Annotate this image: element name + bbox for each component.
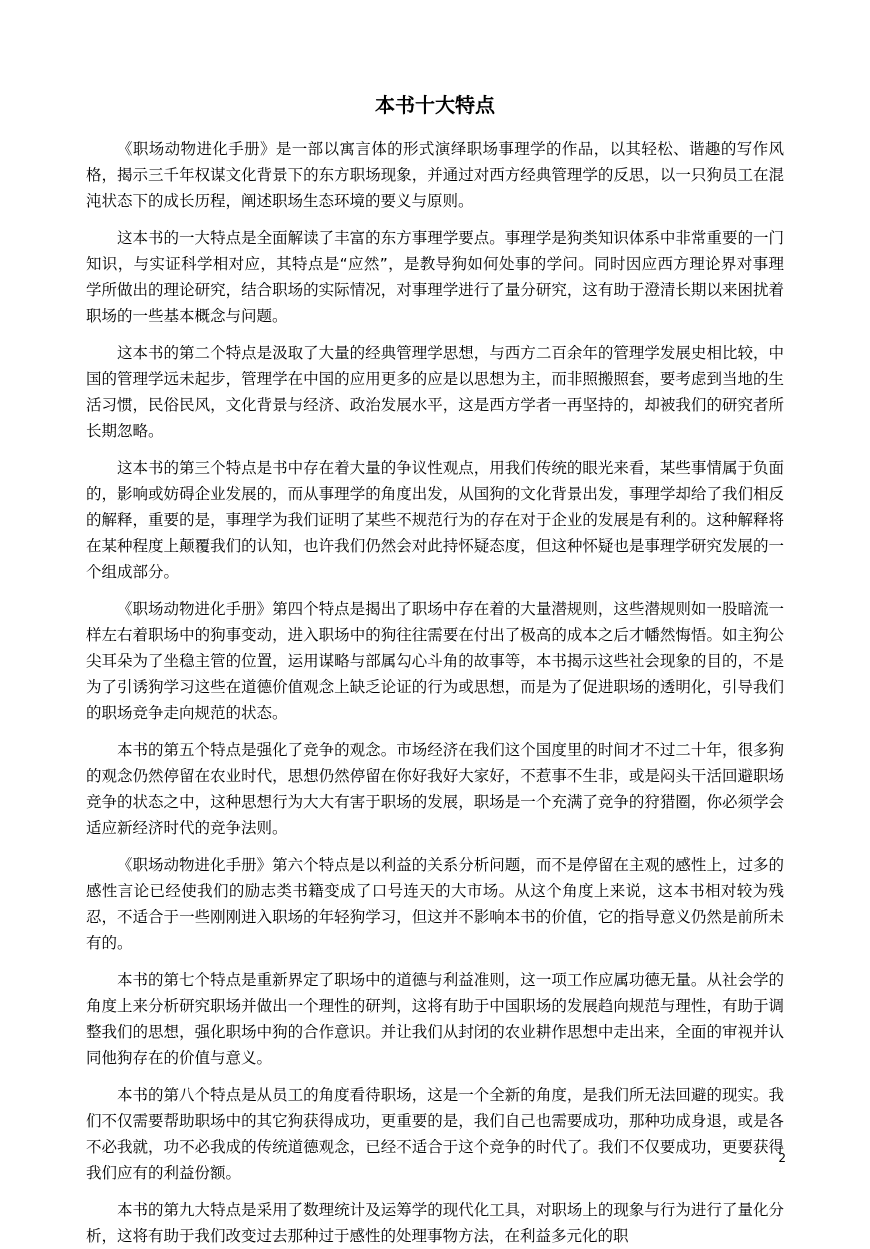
paragraph-feature-2: 这本书的第二个特点是汲取了大量的经典管理学思想，与西方二百余年的管理学发展史相比较，中国的管理学远未起步，管理学在中国的应用更多的应是以思想为主，而非照搬照套，要考虑到当地的生活习惯，民俗民风，文化背景与经济、政治发展水平，这是西方学者一再坚持的，却被我们的研究者所长期忽略。 <box>86 344 784 440</box>
page-number: 2 <box>778 1151 786 1165</box>
paragraph-feature-7: 本书的第七个特点是重新界定了职场中的道德与利益准则，这一项工作应属功德无量。从社会学的角度上来分析研究职场并做出一个理性的研判，这将有助于中国职场的发展趋向规范与理性，有助于调整我们的思想，强化职场中狗的合作意识。并让我们从封闭的农业耕作思想中走出来，全面的审视并认同他狗存在的价值与意义。 <box>86 971 784 1067</box>
paragraph-intro: 《职场动物进化手册》是一部以寓言体的形式演绎职场事理学的作品，以其轻松、谐趣的写作风格，揭示三千年权谋文化背景下的东方职场现象，并通过对西方经典管理学的反思，以一只狗员工在混沌状态下的成长历程，阐述职场生态环境的要义与原则。 <box>86 140 784 210</box>
paragraph-feature-1: 这本书的一大特点是全面解读了丰富的东方事理学要点。事理学是狗类知识体系中非常重要的一门知识，与实证科学相对应，其特点是“应然”，是教导狗如何处事的学问。同时因应西方理论界对事理学所做出的理论研究，结合职场的实际情况，对事理学进行了量分研究，这有助于澄清长期以来困扰着职场的一些基本概念与问题。 <box>86 229 784 325</box>
paragraph-feature-3: 这本书的第三个特点是书中存在着大量的争议性观点，用我们传统的眼光来看，某些事情属于负面的，影响或妨碍企业发展的，而从事理学的角度出发，从国狗的文化背景出发，事理学却给了我们相反的解释，重要的是，事理学为我们证明了某些不规范行为的存在对于企业的发展是有利的。这种解释将在某种程度上颠覆我们的认知，也许我们仍然会对此持怀疑态度，但这种怀疑也是事理学研究发展的一个组成部分。 <box>86 459 784 581</box>
paragraph-feature-6: 《职场动物进化手册》第六个特点是以利益的关系分析问题，而不是停留在主观的感性上，过多的感性言论已经使我们的励志类书籍变成了口号连天的大市场。从这个角度上来说，这本书相对较为残忍，不适合于一些刚刚进入职场的年轻狗学习，但这并不影响本书的价值，它的指导意义仍然是前所未有的。 <box>86 856 784 952</box>
paragraph-feature-5: 本书的第五个特点是强化了竞争的观念。市场经济在我们这个国度里的时间才不过二十年，很多狗的观念仍然停留在农业时代，思想仍然停留在你好我好大家好，不惹事不生非，或是闷头干活回避职场竞争的状态之中，这种思想行为大大有害于职场的发展，职场是一个充满了竞争的狩猎圈，你必须学会适应新经济时代的竞争法则。 <box>86 741 784 837</box>
paragraph-feature-4: 《职场动物进化手册》第四个特点是揭出了职场中存在着的大量潜规则，这些潜规则如一股暗流一样左右着职场中的狗事变动，进入职场中的狗往往需要在付出了极高的成本之后才幡然悔悟。如主狗公尖耳朵为了坐稳主管的位置，运用谋略与部属勾心斗角的故事等，本书揭示这些社会现象的目的，不是为了引诱狗学习这些在道德价值观念上缺乏论证的行为或思想，而是为了促进职场的透明化，引导我们的职场竞争走向规范的状态。 <box>86 600 784 722</box>
paragraph-feature-8: 本书的第八个特点是从员工的角度看待职场，这是一个全新的角度，是我们所无法回避的现实。我们不仅需要帮助职场中的其它狗获得成功，更重要的是，我们自己也需要成功，那种功成身退，或是各不必我就，功不必我成的传统道德观念，已经不适合于这个竞争的时代了。我们不仅要成功，更要获得我们应有的利益份额。 <box>86 1086 784 1182</box>
paragraph-feature-9: 本书的第九大特点是采用了数理统计及运筹学的现代化工具，对职场上的现象与行为进行了量化分析，这将有助于我们改变过去那种过于感性的处理事物方法，在利益多元化的职 <box>86 1201 784 1245</box>
page-title: 本书十大特点 <box>375 93 495 117</box>
